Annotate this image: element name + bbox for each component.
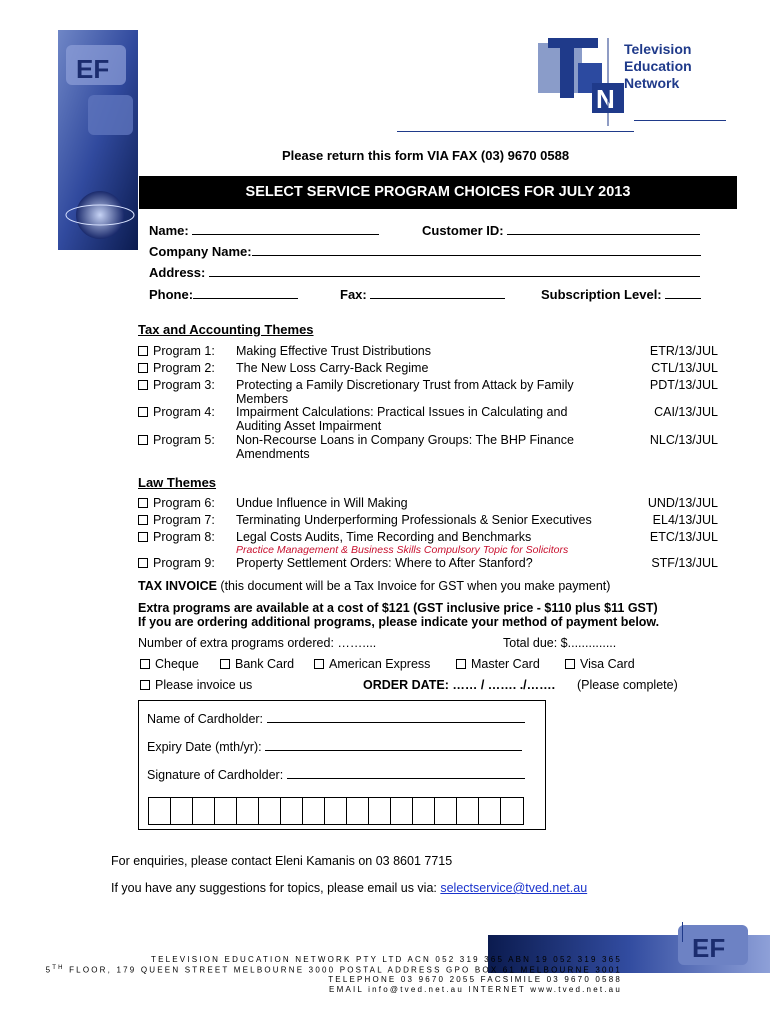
- program-title: Impairment Calculations: Practical Issues in Calculating and: [236, 405, 568, 419]
- visa-checkbox[interactable]: [565, 659, 575, 669]
- extra-count[interactable]: Number of extra programs ordered: ……....: [138, 636, 377, 650]
- program-label: Program 2:: [153, 361, 215, 375]
- card-digit-cell[interactable]: [435, 798, 457, 824]
- footer-company: TELEVISION EDUCATION NETWORK PTY LTD ACN 052 319 365 ABN 19 052 319 365: [150, 955, 622, 964]
- card-digit-cell[interactable]: [457, 798, 479, 824]
- phone-input-line[interactable]: [193, 297, 298, 299]
- program-9-checkbox[interactable]: [138, 558, 148, 568]
- name-input-line[interactable]: [192, 233, 379, 235]
- address-label: Address:: [149, 265, 206, 280]
- tax-invoice-line: [138, 579, 610, 593]
- ten-logo: [538, 38, 728, 126]
- please-complete: (Please complete): [577, 678, 678, 692]
- extra-programs-line1: Extra programs are available at a cost of $121 (GST inclusive price - $110 plus $11 GST): [138, 601, 658, 615]
- program-title: Undue Influence in Will Making: [236, 496, 408, 510]
- svg-text:EF: EF: [76, 54, 110, 84]
- amex-checkbox[interactable]: [314, 659, 324, 669]
- program-title-cont: Auditing Asset Impairment: [236, 419, 382, 433]
- program-title: The New Loss Carry-Back Regime: [236, 361, 429, 375]
- card-digit-cell[interactable]: [281, 798, 303, 824]
- page-title: SELECT SERVICE PROGRAM CHOICES FOR JULY 2013: [139, 176, 737, 209]
- card-digit-cell[interactable]: [325, 798, 347, 824]
- footer-phone: TELEPHONE 03 9670 2055 FACSIMILE 03 9670 0588: [328, 975, 622, 984]
- tax-invoice-text: (this document will be a Tax Invoice for GST when you make payment): [216, 579, 611, 593]
- order-date[interactable]: ORDER DATE: …… / ……. ./…….: [363, 678, 556, 692]
- fax-label: Fax:: [340, 287, 367, 302]
- suggestions-text: If you have any suggestions for topics, please email us via:: [111, 881, 441, 895]
- subscription-label: Subscription Level:: [541, 287, 662, 302]
- footer-address: [46, 965, 622, 975]
- program-code: EL4/13/JUL: [652, 513, 718, 527]
- program-label: Program 5:: [153, 433, 215, 447]
- total-due[interactable]: Total due: $..............: [503, 636, 617, 650]
- signature-field: [147, 768, 525, 782]
- law-section-heading: Law Themes: [138, 475, 217, 490]
- invoice-checkbox[interactable]: [140, 680, 150, 690]
- footer-rule: [682, 922, 683, 942]
- program-3-checkbox[interactable]: [138, 380, 148, 390]
- program-title: Protecting a Family Discretionary Trust from Attack by Family: [236, 378, 574, 392]
- cardholder-name-field: [147, 712, 525, 726]
- name-label: Name:: [149, 223, 189, 238]
- program-label: Program 8:: [153, 530, 215, 544]
- header-rule: [397, 131, 634, 132]
- cheque-label: Cheque: [155, 657, 199, 671]
- svg-text:N: N: [596, 84, 615, 114]
- program-3-row: [138, 378, 215, 392]
- compulsory-topic-note: Practice Management & Business Skills Compulsory Topic for Solicitors: [236, 544, 569, 556]
- fax-input-line[interactable]: [370, 297, 505, 299]
- card-digit-cell[interactable]: [501, 798, 523, 824]
- program-code: CTL/13/JUL: [651, 361, 718, 375]
- program-title: Making Effective Trust Distributions: [236, 344, 431, 358]
- cheque-checkbox[interactable]: [140, 659, 150, 669]
- program-title-cont: Amendments: [236, 447, 310, 461]
- cardholder-name-label: Name of Cardholder:: [147, 712, 264, 726]
- payment-bank-card[interactable]: [220, 657, 294, 671]
- card-digit-cell[interactable]: [215, 798, 237, 824]
- company-input-line[interactable]: [252, 254, 701, 256]
- phone-field: [149, 287, 298, 302]
- program-title: Property Settlement Orders: Where to After Stanford?: [236, 556, 533, 570]
- program-5-row: [138, 433, 215, 447]
- program-label: Program 9:: [153, 556, 215, 570]
- amex-label: American Express: [329, 657, 431, 671]
- program-title: Legal Costs Audits, Time Recording and Benchmarks: [236, 530, 532, 544]
- program-code: CAI/13/JUL: [654, 405, 718, 419]
- tax-section-heading: Tax and Accounting Themes: [138, 322, 314, 337]
- card-digit-cell[interactable]: [479, 798, 501, 824]
- footer-email: EMAIL info@tved.net.au INTERNET www.tved.net.au: [329, 985, 622, 994]
- subscription-field: [541, 287, 701, 302]
- program-code: ETC/13/JUL: [649, 530, 718, 544]
- card-digit-cell[interactable]: [149, 798, 171, 824]
- signature-label: Signature of Cardholder:: [147, 768, 284, 782]
- card-number-grid[interactable]: [148, 797, 524, 825]
- header-rule-right: [634, 120, 726, 121]
- program-label: Program 3:: [153, 378, 215, 392]
- expiry-field: [147, 740, 522, 754]
- program-7-row: [138, 513, 215, 527]
- signature-line[interactable]: [287, 777, 525, 779]
- tax-invoice-label: TAX INVOICE: [138, 579, 217, 593]
- suggestions-line: [111, 881, 587, 895]
- visa-label: Visa Card: [580, 657, 635, 671]
- master-card-label: Master Card: [471, 657, 540, 671]
- svg-text:EF: EF: [692, 933, 726, 963]
- payment-invoice[interactable]: [140, 678, 252, 692]
- program-6-checkbox[interactable]: [138, 498, 148, 508]
- name-field: [149, 223, 379, 238]
- customer-id-field: [422, 223, 700, 238]
- cardholder-name-line[interactable]: [267, 721, 525, 723]
- phone-label: Phone:: [149, 287, 194, 302]
- footer-floor-sup: TH: [52, 965, 65, 971]
- program-code: PDT/13/JUL: [649, 378, 718, 392]
- fax-field: [340, 287, 505, 302]
- card-digit-cell[interactable]: [347, 798, 369, 824]
- card-digit-cell[interactable]: [259, 798, 281, 824]
- payment-master-card[interactable]: [456, 657, 540, 671]
- card-digit-cell[interactable]: [303, 798, 325, 824]
- bank-card-checkbox[interactable]: [220, 659, 230, 669]
- customer-id-label: Customer ID:: [422, 223, 504, 238]
- program-4-checkbox[interactable]: [138, 407, 148, 417]
- program-title: Terminating Underperforming Professionals & Senior Executives: [236, 513, 592, 527]
- payment-cheque[interactable]: [140, 657, 199, 671]
- program-5-checkbox[interactable]: [138, 435, 148, 445]
- card-digit-cell[interactable]: [171, 798, 193, 824]
- footer-floor-number: 5: [45, 965, 53, 975]
- program-title-cont: Members: [236, 392, 289, 406]
- email-link[interactable]: selectservice@tved.net.au: [440, 881, 588, 895]
- master-card-checkbox[interactable]: [456, 659, 466, 669]
- logo-line2: Education: [624, 58, 692, 74]
- program-label: Program 1:: [153, 344, 215, 358]
- program-2-checkbox[interactable]: [138, 363, 148, 373]
- program-label: Program 4:: [153, 405, 215, 419]
- program-label: Program 6:: [153, 496, 215, 510]
- program-6-row: [138, 496, 215, 510]
- program-2-row: [138, 361, 215, 375]
- card-digit-cell[interactable]: [193, 798, 215, 824]
- program-label: Program 7:: [153, 513, 215, 527]
- company-field: [149, 244, 701, 259]
- customer-id-input-line[interactable]: [507, 233, 700, 235]
- expiry-label: Expiry Date (mth/yr):: [147, 740, 262, 754]
- card-digit-cell[interactable]: [391, 798, 413, 824]
- program-code: ETR/13/JUL: [649, 344, 718, 358]
- subscription-input-line[interactable]: [665, 297, 701, 299]
- program-code: STF/13/JUL: [651, 556, 718, 570]
- decorative-keyboard-band: [58, 30, 138, 250]
- program-8-row: [138, 530, 215, 544]
- expiry-line[interactable]: [265, 749, 522, 751]
- card-digit-cell[interactable]: [369, 798, 391, 824]
- program-code: NLC/13/JUL: [649, 433, 718, 447]
- program-4-row: [138, 405, 215, 419]
- extra-programs-line2: If you are ordering additional programs, please indicate your method of payment below.: [138, 615, 660, 629]
- program-8-checkbox[interactable]: [138, 532, 148, 542]
- fax-notice: Please return this form VIA FAX (03) 9670 0588: [282, 148, 570, 163]
- program-7-checkbox[interactable]: [138, 515, 148, 525]
- program-9-row: [138, 556, 215, 570]
- invoice-label: Please invoice us: [155, 678, 253, 692]
- company-label: Company Name:: [149, 244, 252, 259]
- logo-line3: Network: [624, 75, 680, 91]
- bank-card-label: Bank Card: [235, 657, 295, 671]
- program-code: UND/13/JUL: [647, 496, 718, 510]
- payment-visa[interactable]: [565, 657, 635, 671]
- card-digit-cell[interactable]: [237, 798, 259, 824]
- payment-amex[interactable]: [314, 657, 430, 671]
- logo-line1: Television: [624, 41, 692, 57]
- footer-address-text: FLOOR, 179 QUEEN STREET MELBOURNE 3000 POSTAL ADDRESS GPO BOX 61 MELBOURNE 3001: [64, 965, 622, 975]
- program-1-checkbox[interactable]: [138, 346, 148, 356]
- program-title: Non-Recourse Loans in Company Groups: The BHP Finance: [236, 433, 574, 447]
- enquiries-text: For enquiries, please contact Eleni Kamanis on 03 8601 7715: [111, 854, 453, 868]
- program-1-row: [138, 344, 215, 358]
- address-input-line[interactable]: [209, 275, 700, 277]
- card-digit-cell[interactable]: [413, 798, 435, 824]
- address-field: [149, 265, 700, 280]
